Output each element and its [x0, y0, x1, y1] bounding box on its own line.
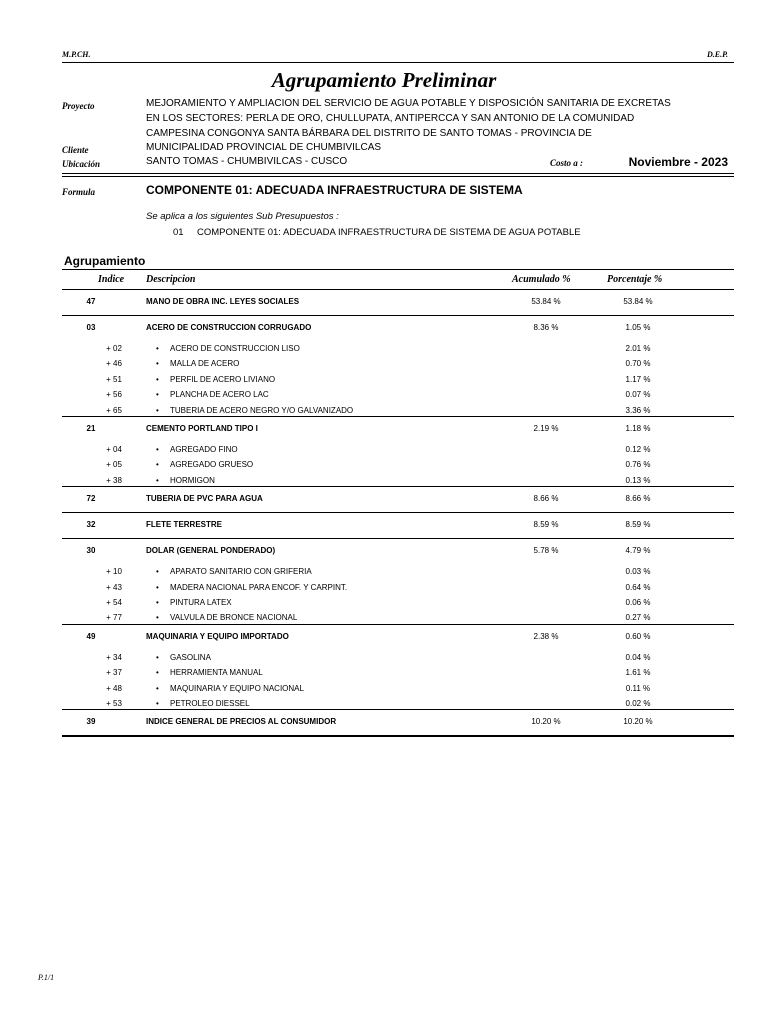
item-bullet: •: [156, 359, 159, 369]
costo-date: Noviembre - 2023: [628, 155, 728, 169]
item-descripcion: HORMIGON: [170, 475, 215, 485]
sub-presupuesto-name: COMPONENTE 01: ADECUADA INFRAESTRUCTURA DE SISTEMA DE AGUA POTABLE: [197, 227, 581, 238]
item-bullet: •: [156, 652, 159, 662]
costo-label: Costo a :: [550, 158, 584, 168]
item-descripcion: PINTURA LATEX: [170, 598, 232, 607]
item-indice: + 10: [106, 567, 122, 577]
item-indice: + 05: [106, 460, 122, 470]
item-bullet: •: [156, 582, 159, 592]
item-porcentaje: 0.07 %: [625, 390, 651, 400]
item-descripcion: MADERA NACIONAL PARA ENCOF. Y CARPINT.: [170, 582, 348, 592]
item-bullet: •: [156, 344, 159, 353]
item-descripcion: APARATO SANITARIO CON GRIFERIA: [170, 567, 312, 577]
group-descripcion: DOLAR (GENERAL PONDERADO): [146, 546, 276, 556]
item-bullet: •: [156, 374, 159, 384]
proyecto-line-3: CAMPESINA CONGONYA SANTA BÁRBARA DEL DISTRITO DE SANTO TOMAS - PROVINCIA DE: [146, 128, 592, 139]
proyecto-line-2: EN LOS SECTORES: PERLA DE ORO, CHULLUPATA, ANTIPERCCA Y SAN ANTONIO DE LA COMUNIDAD: [146, 113, 635, 124]
group-acumulado: 2.38 %: [533, 631, 559, 641]
group-porcentaje: 1.18 %: [625, 424, 651, 433]
group-indice: 49: [86, 631, 96, 641]
ubicacion-label: Ubicación: [62, 159, 100, 169]
item-bullet: •: [156, 475, 159, 485]
item-indice: + 51: [106, 374, 122, 384]
item-descripcion: PLANCHA DE ACERO LAC: [170, 390, 269, 400]
item-bullet: •: [156, 613, 159, 623]
col-header-acumulado: Acumulado %: [512, 274, 571, 285]
item-porcentaje: 0.04 %: [625, 652, 651, 662]
group-descripcion: INDICE GENERAL DE PRECIOS AL CONSUMIDOR: [146, 717, 337, 727]
group-acumulado: 10.20 %: [531, 717, 561, 727]
group-separator: [62, 486, 734, 487]
group-acumulado: 8.66 %: [533, 494, 559, 504]
item-indice: + 46: [106, 359, 122, 369]
item-porcentaje: 0.76 %: [625, 460, 651, 470]
group-porcentaje: 8.66 %: [625, 494, 651, 504]
group-indice: 21: [86, 424, 96, 433]
formula-label: Formula: [62, 187, 96, 197]
group-porcentaje: 10.20 %: [623, 717, 653, 727]
item-indice: + 37: [106, 668, 122, 678]
item-porcentaje: 0.13 %: [625, 475, 651, 485]
header-right-code: D.E.P.: [707, 50, 728, 59]
group-indice: 72: [86, 494, 96, 504]
group-descripcion: MANO DE OBRA INC. LEYES SOCIALES: [146, 297, 300, 306]
col-header-descripcion: Descripcion: [146, 274, 196, 285]
item-porcentaje: 2.01 %: [625, 344, 651, 353]
item-bullet: •: [156, 683, 159, 693]
aplica-text: Se aplica a los siguientes Sub Presupuestos :: [146, 211, 339, 222]
item-indice: + 65: [106, 405, 122, 415]
item-bullet: •: [156, 668, 159, 678]
sub-presupuesto-number: 01: [173, 227, 184, 238]
item-descripcion: MALLA DE ACERO: [170, 359, 240, 369]
item-indice: + 54: [106, 598, 122, 607]
group-separator: [62, 315, 734, 316]
item-indice: + 77: [106, 613, 122, 623]
col-header-indice: Indice: [98, 274, 125, 285]
ubicacion-value: SANTO TOMAS - CHUMBIVILCAS - CUSCO: [146, 156, 348, 167]
item-porcentaje: 0.70 %: [625, 359, 651, 369]
item-descripcion: VALVULA DE BRONCE NACIONAL: [170, 613, 298, 623]
agrupamiento-heading: Agrupamiento: [64, 254, 146, 268]
item-bullet: •: [156, 445, 159, 454]
col-header-porcentaje: Porcentaje %: [607, 274, 663, 285]
group-descripcion: MAQUINARIA Y EQUIPO IMPORTADO: [146, 631, 289, 641]
group-separator: [62, 624, 734, 625]
page-number: P.1/1: [38, 973, 55, 982]
item-porcentaje: 1.61 %: [625, 668, 651, 678]
item-indice: + 38: [106, 475, 122, 485]
item-porcentaje: 0.11 %: [625, 683, 651, 693]
group-indice: 39: [86, 717, 96, 727]
item-porcentaje: 0.12 %: [625, 445, 651, 454]
group-separator: [62, 538, 734, 539]
group-indice: 03: [86, 323, 96, 332]
item-porcentaje: 3.36 %: [625, 405, 651, 415]
item-indice: + 53: [106, 699, 122, 708]
group-separator: [62, 512, 734, 513]
item-descripcion: MAQUINARIA Y EQUIPO NACIONAL: [170, 683, 304, 693]
item-bullet: •: [156, 567, 159, 577]
group-porcentaje: 1.05 %: [625, 323, 651, 332]
item-porcentaje: 0.03 %: [625, 567, 651, 577]
group-descripcion: TUBERIA DE PVC PARA AGUA: [146, 494, 263, 504]
group-indice: 30: [86, 546, 96, 556]
formula-value: COMPONENTE 01: ADECUADA INFRAESTRUCTURA DE SISTEMA: [146, 183, 523, 197]
item-descripcion: PETROLEO DIESSEL: [170, 699, 250, 708]
item-descripcion: PERFIL DE ACERO LIVIANO: [170, 374, 276, 384]
group-separator: [62, 416, 734, 417]
item-descripcion: TUBERIA DE ACERO NEGRO Y/O GALVANIZADO: [170, 405, 354, 415]
item-indice: + 04: [106, 445, 122, 454]
item-descripcion: ACERO DE CONSTRUCCION LISO: [170, 344, 300, 353]
group-porcentaje: 4.79 %: [625, 546, 651, 556]
header-left-code: M.P.CH.: [62, 50, 91, 59]
group-descripcion: ACERO DE CONSTRUCCION CORRUGADO: [146, 323, 312, 332]
proyecto-line-1: MEJORAMIENTO Y AMPLIACION DEL SERVICIO DE AGUA POTABLE Y DISPOSICIÓN SANITARIA DE EXCRETAS: [146, 98, 671, 109]
item-bullet: •: [156, 598, 159, 607]
group-separator: [62, 709, 734, 710]
item-bullet: •: [156, 460, 159, 470]
page-title: Agrupamiento Preliminar: [271, 68, 497, 92]
cliente-value: MUNICIPALIDAD PROVINCIAL DE CHUMBIVILCAS: [146, 142, 382, 153]
group-indice: 32: [86, 520, 96, 530]
cliente-label: Cliente: [62, 145, 89, 155]
table-bottom-rule-thick: [62, 736, 734, 737]
group-indice: 47: [86, 297, 96, 306]
group-descripcion: FLETE TERRESTRE: [146, 520, 223, 530]
item-descripcion: AGREGADO FINO: [170, 445, 238, 454]
group-acumulado: 8.36 %: [533, 323, 559, 332]
item-porcentaje: 0.64 %: [625, 582, 651, 592]
item-indice: + 34: [106, 652, 122, 662]
group-acumulado: 5.78 %: [533, 546, 559, 556]
group-acumulado: 2.19 %: [533, 424, 559, 433]
group-porcentaje: 8.59 %: [625, 520, 651, 530]
item-indice: + 02: [106, 344, 122, 353]
item-descripcion: AGREGADO GRUESO: [170, 460, 254, 470]
item-bullet: •: [156, 390, 159, 400]
group-acumulado: 53.84 %: [531, 297, 561, 306]
item-descripcion: GASOLINA: [170, 652, 211, 662]
item-porcentaje: 0.06 %: [625, 598, 651, 607]
item-indice: + 43: [106, 582, 122, 592]
item-porcentaje: 0.02 %: [625, 699, 651, 708]
group-porcentaje: 0.60 %: [625, 631, 651, 641]
item-porcentaje: 0.27 %: [625, 613, 651, 623]
item-bullet: •: [156, 405, 159, 415]
item-indice: + 56: [106, 390, 122, 400]
item-descripcion: HERRAMIENTA MANUAL: [170, 668, 263, 678]
group-acumulado: 8.59 %: [533, 520, 559, 530]
group-porcentaje: 53.84 %: [623, 297, 653, 306]
item-bullet: •: [156, 699, 159, 708]
item-indice: + 48: [106, 683, 122, 693]
group-descripcion: CEMENTO PORTLAND TIPO I: [146, 424, 258, 433]
proyecto-label: Proyecto: [62, 101, 95, 111]
item-porcentaje: 1.17 %: [625, 374, 651, 384]
